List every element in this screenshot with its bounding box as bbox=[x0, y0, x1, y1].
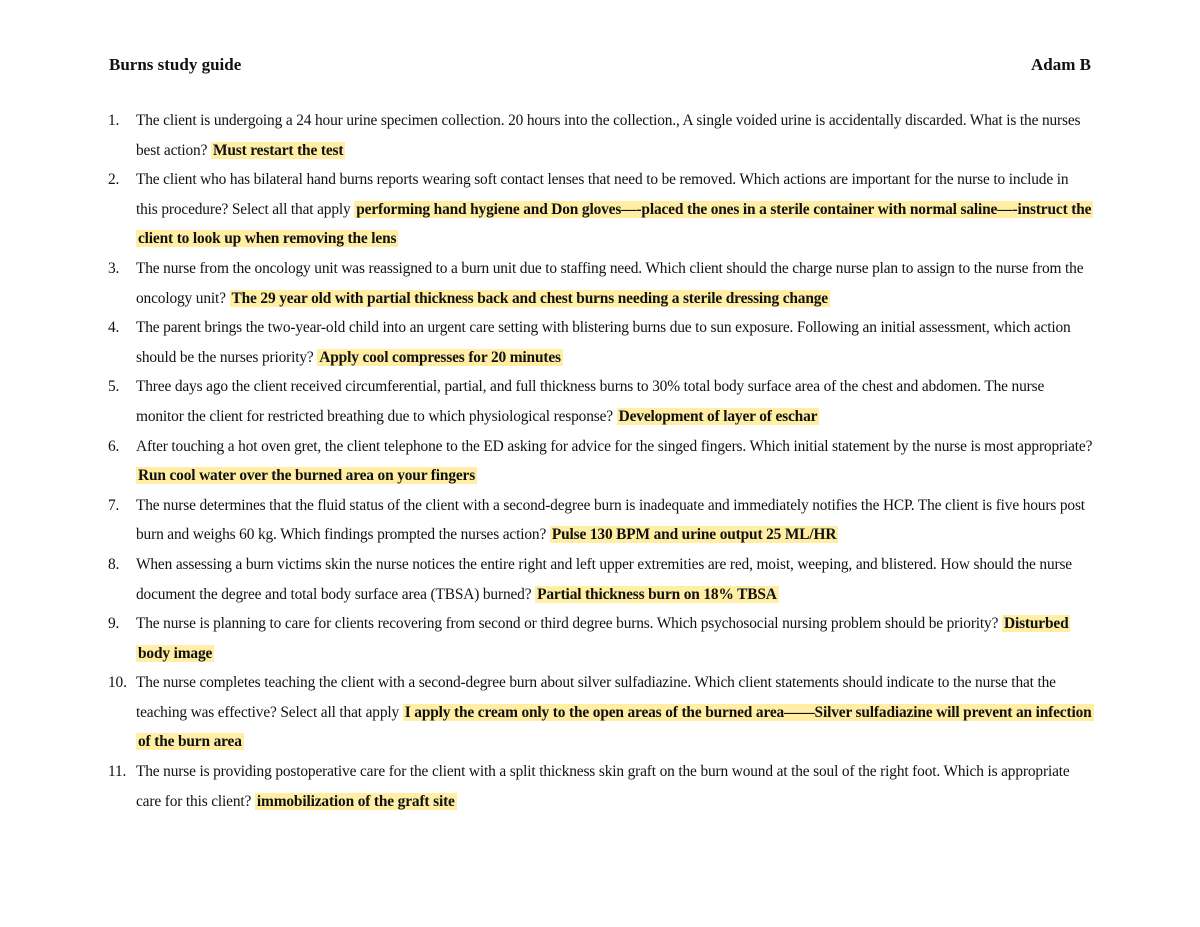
question-number: 8. bbox=[108, 555, 120, 573]
question-number: 9. bbox=[108, 615, 120, 633]
question-text: After touching a hot oven gret, the client telephone to the ED asking for advice for the singed fingers. Which initial statement by the nurse is most appropriate? bbox=[136, 437, 1093, 455]
question-number: 11. bbox=[108, 763, 127, 781]
question-text: Three days ago the client received circumferential, partial, and full thickness burns to 30% total body surface area of the chest and abdomen. The nurse monitor the client for restricted breathing due to which physiological response? bbox=[136, 378, 1045, 425]
question-text: When assessing a burn victims skin the nurse notices the entire right and left upper extremities are red, moist, weeping, and blistered. How should the nurse document the degree and total body surface area (TBSA) burned? bbox=[136, 555, 1072, 603]
question-item-2 bbox=[108, 165, 1093, 254]
highlighted-answer: Disturbed body image bbox=[138, 615, 1069, 662]
highlighted-answer: immobilization of the graft site bbox=[256, 792, 455, 810]
question-text: The nurse completes teaching the client with a second-degree burn about silver sulfadiazine. Which client statements should indicate to the nurse that the teaching was effective? Select all that apply bbox=[136, 674, 1056, 721]
question-text: The nurse is planning to care for clients recovering from second or third degree burns. Which psychosocial nursing problem should be priority? bbox=[136, 615, 999, 633]
question-item-11 bbox=[108, 757, 1093, 816]
question-text: The client who has bilateral hand burns reports wearing soft contact lenses that need to be removed. Which actions are important for the nurse to include in this procedure? Select all that apply bbox=[136, 171, 1069, 218]
question-item-5 bbox=[108, 372, 1093, 431]
highlighted-answer: Partial thickness burn on 18% TBSA bbox=[537, 585, 777, 603]
question-text: The client is undergoing a 24 hour urine specimen collection. 20 hours into the collection., A single voided urine is accidentally discarded. What is the nurses best action? bbox=[136, 112, 1081, 159]
question-number: 4. bbox=[108, 319, 120, 337]
question-item-6 bbox=[108, 432, 1093, 491]
question-item-9 bbox=[108, 609, 1093, 668]
page-header bbox=[109, 53, 1091, 77]
question-number: 3. bbox=[108, 259, 120, 277]
highlighted-answer: performing hand hygiene and Don gloves—-placed the ones in a sterile container with normal saline—-instruct the client to look up when removing the lens bbox=[138, 200, 1092, 248]
question-item-4 bbox=[108, 313, 1093, 372]
author-name: Adam B bbox=[1031, 55, 1091, 74]
highlighted-answer: The 29 year old with partial thickness back and chest burns needing a sterile dressing change bbox=[231, 289, 828, 307]
document-title: Burns study guide bbox=[109, 55, 242, 74]
question-number: 7. bbox=[108, 496, 120, 514]
question-list bbox=[108, 106, 1093, 816]
question-number: 6. bbox=[108, 437, 120, 455]
question-item-3 bbox=[108, 254, 1093, 313]
question-number: 10. bbox=[108, 674, 127, 692]
question-number: 5. bbox=[108, 378, 120, 396]
question-text: The parent brings the two-year-old child into an urgent care setting with blistering burns due to sun exposure. Following an initial assessment, which action should be the nurses priority? bbox=[136, 319, 1071, 366]
question-number: 2. bbox=[108, 171, 120, 189]
question-number: 1. bbox=[108, 112, 120, 129]
question-item-1 bbox=[108, 106, 1093, 165]
question-item-7 bbox=[108, 491, 1093, 550]
highlighted-answer: Pulse 130 BPM and urine output 25 ML/HR bbox=[551, 526, 837, 544]
question-text: The nurse determines that the fluid status of the client with a second-degree burn is inadequate and immediately notifies the HCP. The client is five hours post burn and weighs 60 kg. Which findings prompted the nurses action? bbox=[136, 496, 1085, 544]
highlighted-answer: Apply cool compresses for 20 minutes bbox=[319, 348, 561, 366]
question-item-10 bbox=[108, 668, 1093, 757]
highlighted-answer: Run cool water over the burned area on your fingers bbox=[138, 467, 476, 485]
question-text: The nurse from the oncology unit was reassigned to a burn unit due to staffing need. Which client should the charge nurse plan to assign to the nurse from the oncology unit? bbox=[136, 259, 1084, 307]
highlighted-answer: Must restart the test bbox=[212, 141, 344, 159]
highlighted-answer: I apply the cream only to the open areas of the burned area——Silver sulfadiazine will prevent an infection of the burn area bbox=[138, 703, 1092, 751]
question-item-8 bbox=[108, 550, 1093, 609]
question-text: The nurse is providing postoperative care for the client with a split thickness skin graft on the burn wound at the soul of the right foot. Which is appropriate care for this client? bbox=[136, 763, 1070, 810]
highlighted-answer: Development of layer of eschar bbox=[618, 407, 818, 425]
